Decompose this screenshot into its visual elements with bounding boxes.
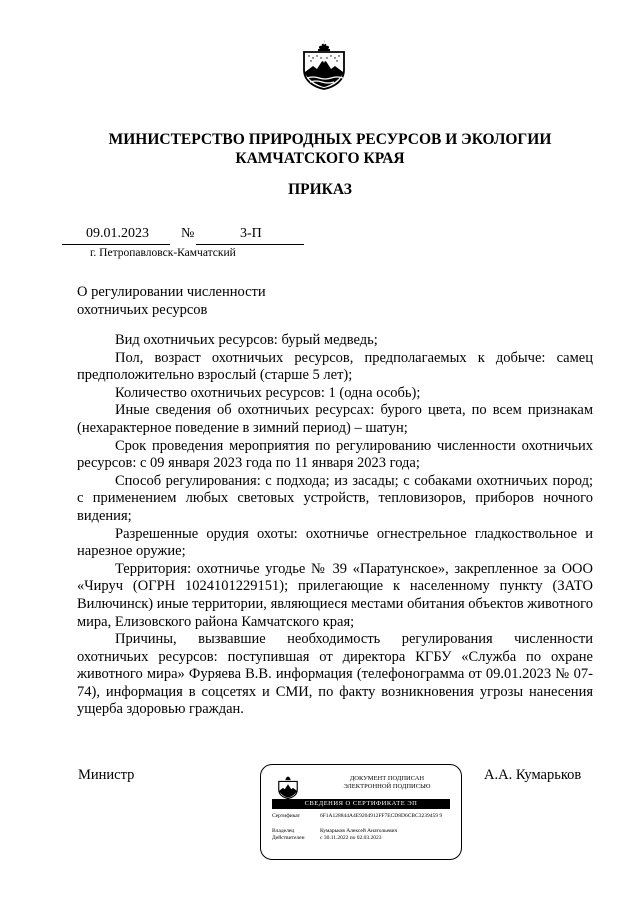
date-underline bbox=[62, 244, 170, 245]
stamp-valid-label: Действителен bbox=[272, 835, 305, 841]
ministry-title-line1: МИНИСТЕРСТВО ПРИРОДНЫХ РЕСУРСОВ И ЭКОЛОГИИ bbox=[108, 131, 552, 148]
body-paragraph: Иные сведения об охотничьих ресурсах: бурого цвета, по всем признакам (нехарактерное поведение в зимний период) – шатун; bbox=[77, 402, 593, 436]
order-subject-line2: охотничьих ресурсов bbox=[77, 302, 208, 318]
signer-name: А.А. Кумарьков bbox=[484, 767, 582, 783]
stamp-header-line2: ЭЛЕКТРОННОЙ ПОДПИСЬЮ bbox=[343, 783, 431, 790]
number-underline bbox=[196, 244, 304, 245]
document-type: ПРИКАЗ bbox=[288, 181, 352, 198]
order-body bbox=[77, 332, 593, 719]
stamp-valid-value: с 30.11.2022 по 02.03.2023 bbox=[320, 835, 382, 841]
place-of-issue: г. Петропавловск-Камчатский bbox=[90, 247, 236, 259]
stamp-owner-label: Владелец bbox=[272, 828, 295, 834]
body-paragraph: Территория: охотничье угодье № 39 «Паратунское», закрепленное за ООО «Чируч (ОГРН 1024101229151); прилегающие к населенному пункту (ЗАТО Вилючинск) иные территории, являющиеся местами обитания объектов животного мира, Елизовского района Камчатского края; bbox=[77, 560, 593, 630]
stamp-owner-row bbox=[272, 828, 452, 835]
signer-position: Министр bbox=[78, 767, 135, 783]
order-subject bbox=[77, 283, 266, 319]
kamchatka-emblem-icon bbox=[299, 38, 349, 90]
number-sign: № bbox=[181, 226, 195, 241]
stamp-certificate-label: Сертификат bbox=[272, 813, 300, 819]
body-paragraph: Причины, вызвавшие необходимость регулирования численности охотничьих ресурсов: поступившая от директора КГБУ «Служба по охране животного мира» Фуряева В.В. информация (телефонограмма от 09.01.2023 № 07-74), информация в соцсетях и СМИ, по факту возникновения угрозы нанесения ущерба здоровью граждан. bbox=[77, 631, 593, 718]
body-paragraph: Вид охотничьих ресурсов: бурый медведь; bbox=[115, 332, 378, 348]
stamp-certificate-row bbox=[272, 813, 452, 820]
stamp-certificate-value: 6F1A128844A4E9204912FF7ECD8D6CBC3239459 9 bbox=[320, 813, 443, 819]
ministry-title-line2: КАМЧАТСКОГО КРАЯ bbox=[235, 150, 405, 167]
body-paragraph: Разрешенные орудия охоты: охотничье огнестрельное гладкоствольное и нарезное оружие; bbox=[77, 525, 593, 560]
stamp-header-line1: ДОКУМЕНТ ПОДПИСАН bbox=[349, 775, 425, 782]
body-paragraph: Пол, возраст охотничьих ресурсов, предполагаемых к добыче: самец предположительно взрослый (старше 5 лет); bbox=[77, 349, 593, 384]
stamp-valid-row bbox=[272, 835, 452, 842]
kamchatka-emblem-icon bbox=[276, 775, 300, 799]
stamp-certificate-bar: СВЕДЕНИЯ О СЕРТИФИКАТЕ ЭП bbox=[272, 799, 450, 809]
electronic-signature-stamp bbox=[260, 764, 462, 860]
body-paragraph: Способ регулирования: с подхода; из засады; с собаками охотничьих пород; с применением любых световых устройств, тепловизоров, приборов ночного видения; bbox=[77, 472, 593, 524]
stamp-owner-value: Кумарьков Алексей Анатольевич bbox=[320, 828, 398, 834]
body-paragraph: Срок проведения мероприятия по регулированию численности охотничьих ресурсов: с 09 января 2023 года по 11 января 2023 года; bbox=[77, 437, 593, 472]
order-number: 3-П bbox=[240, 226, 262, 241]
body-paragraph: Количество охотничьих ресурсов: 1 (одна особь); bbox=[115, 384, 421, 401]
stamp-header bbox=[323, 775, 451, 791]
order-subject-line1: О регулировании численности bbox=[77, 284, 266, 300]
order-date: 09.01.2023 bbox=[86, 226, 149, 241]
